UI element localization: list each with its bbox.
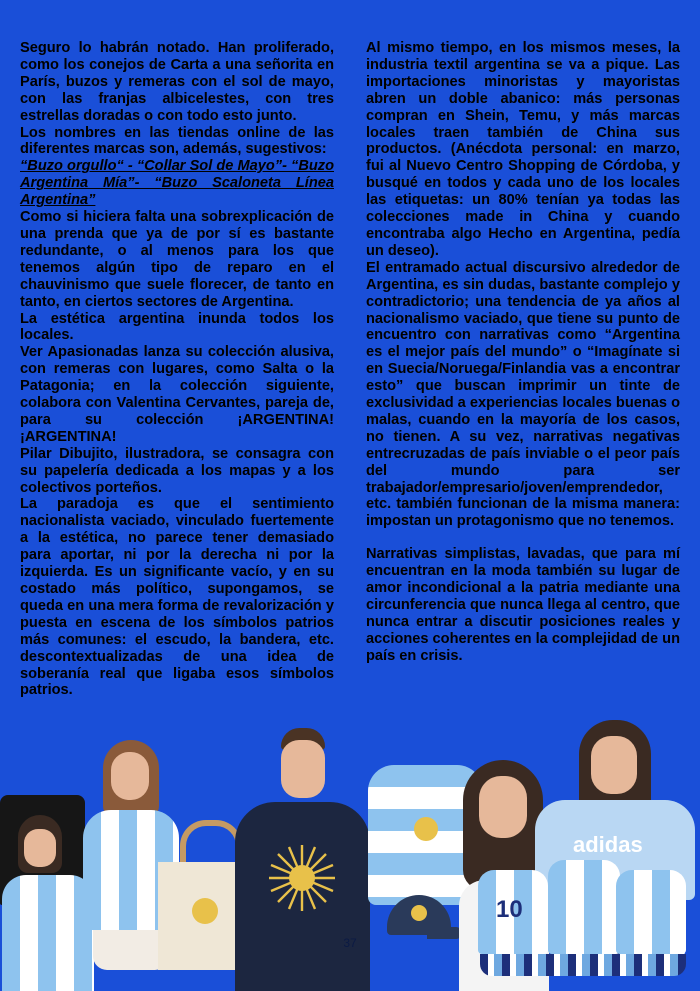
page-number: 37 — [343, 936, 357, 950]
paragraph: Pilar Dibujito, ilustradora, se consagra con su papelería dedicada a los mapas y a los colectivos porteños. — [20, 445, 334, 496]
paragraph: Narrativas simplistas, lavadas, que para mí encuentran en la moda también su lugar de amor incondicional a la patria mediante una circunferencia que nunca llega al centro, que nunca entrar a discutir posiciones reales y acciones coherentes en la complejidad de un país en crisis. — [366, 546, 680, 664]
paragraph: Como si hiciera falta una sobrexplicación de una prenda que ya de por sí es bastante redundante, o al menos para los que tenemos algún tipo de reparo en el chauvinismo que suele florecer, de tanto en tanto, en ciertos sectores de Argentina. — [20, 209, 334, 310]
paragraph: Los nombres en las tiendas online de las diferentes marcas son, además, sugestivos: — [20, 124, 334, 158]
paragraph: Ver Apasionadas lanza su colección alusiva, con remeras con lugares, como Salta o la Patagonia; en la colección siguiente, colabora con Valentina Cervantes, pareja de, para su colección ¡ARGENTINA! ¡ARGENTINA! — [20, 344, 334, 445]
jersey-number: 10 — [496, 896, 523, 923]
sol-de-mayo-icon — [267, 843, 337, 913]
left-text-column — [20, 40, 334, 699]
fashion-collage — [0, 720, 700, 991]
man-sun-hoodie-photo — [235, 728, 370, 991]
right-text-column — [366, 40, 680, 665]
product-names-quote: “Buzo orgullo“ - “Collar Sol de Mayo”- “Buzo Argentina Mía”- “Buzo Scaloneta Línea Argentina” — [20, 158, 334, 209]
paragraph: Seguro lo habrán notado. Han proliferado, como los conejos de Carta a una señorita en París, buzos y remeras con el sol de mayo, con las franjas albicelestes, con tres estrellas doradas o con todo esto junto. — [20, 40, 334, 124]
paragraph: El entramado actual discursivo alrededor de Argentina, es sin dudas, bastante complejo y contradictorio; una tendencia de ya años al nacionalismo vaciado, que tiene su punto de encuentro con narrativas como “Argentina es el mejor país del mundo” o “Imagínate si en Suecia/Noruega/Finlandia vas a encontrar esto” que buscan imprimir un tinte de exclusividad a experiencias locales buenas o malas, cuando en la mayoría de los casos, no tienen. A su vez, narrativas negativas entrecruzadas de país inviable o el peor país del mundo para ser trabajador/empresario/joven/emprendedor, etc. también funcionan de la misma manera: impostan un protagonismo que no tenemos. — [366, 259, 680, 530]
paragraph: La paradoja es que el sentimiento nacionalista vaciado, vinculado fuertemente a la estética, no parece tener demasiado para aportar, ni por la derecha ni por la izquierda. Es un significante vacío, y en su costado más político, supongamos, se queda en una mera forma de revalorización y puesta en escena de los símbolos patrios más comunes: el escudo, la bandera, etc. descontextualizadas de una idea de soberanía real que ligaba esos símbolos patrios. — [20, 496, 334, 699]
adidas-text: adidas — [573, 832, 643, 857]
paragraph: Al mismo tiempo, en los mismos meses, la industria textil argentina se va a pique. Las importaciones minoristas y mayoristas abren un doble abanico: más personas compran en Shein, Temu, y más marcas locales traen también de China sus productos. (Anécdota personal: en marzo, fui al Nuevo Centro Shopping de Córdoba, y busqué en todos y cada uno de los locales las etiquetas: un 80% tenían ya todas las colecciones made in China y cuando encontraba algo Hecho en Argentina, pedía un deseo). — [366, 40, 680, 259]
kids-jerseys-photo — [478, 860, 688, 980]
paragraph: La estética argentina inunda todos los locales. — [20, 310, 334, 344]
